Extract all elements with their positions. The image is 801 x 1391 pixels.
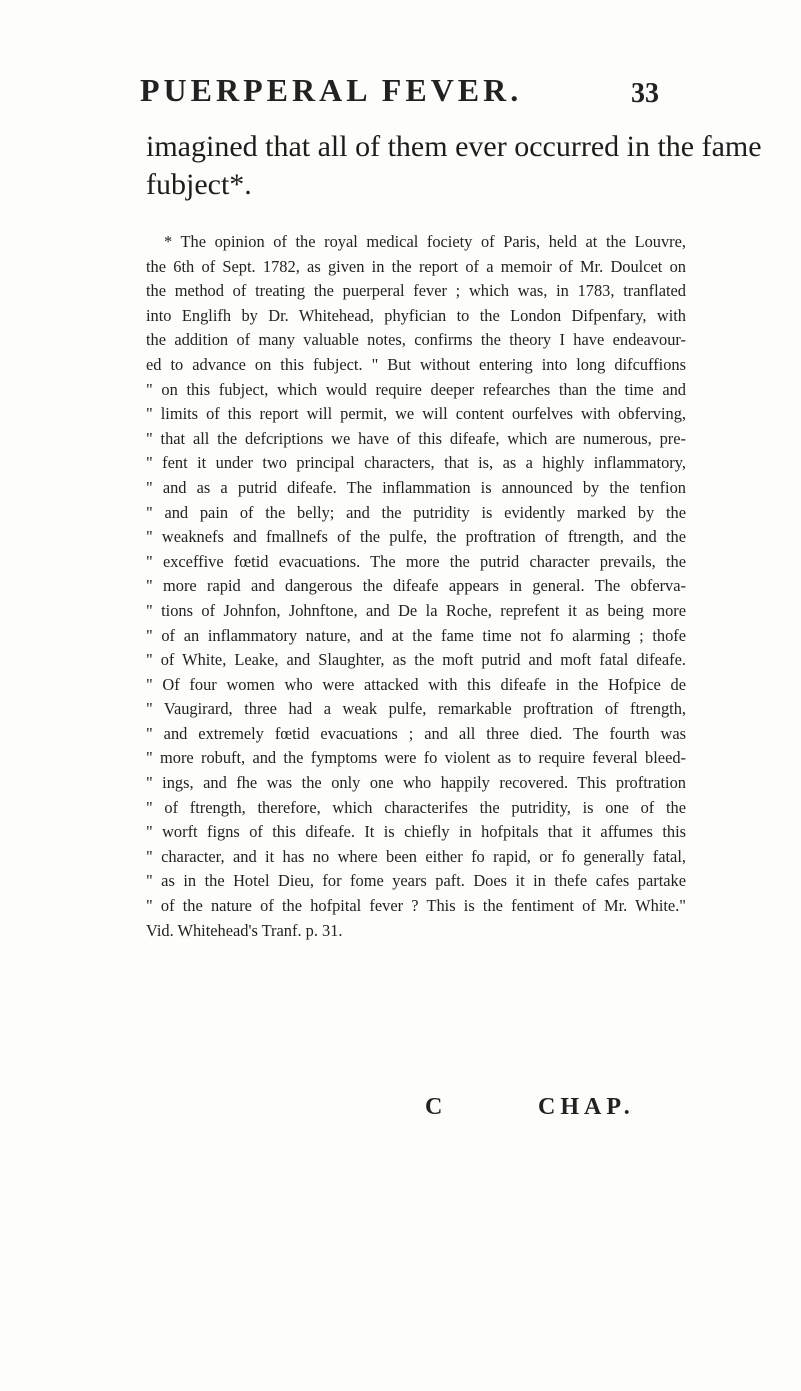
footnote-line: " of the nature of the hofpital fever ? This is the fentiment of Mr. White." [146,896,686,916]
footnote-line: " as in the Hotel Dieu, for fome years paft. Does it in thefe cafes partake [146,871,686,891]
footnote-line: " ings, and fhe was the only one who happily recovered. This proftration [146,773,686,793]
body-line: imagined that all of them ever occurred in the fame [146,130,762,163]
footnote-line: " more robuft, and the fymptoms were fo violent as to require feveral bleed- [146,748,686,768]
footnote-line: " weaknefs and fmallnefs of the pulfe, the proftration of ftrength, and the [146,527,686,547]
body-line: fubject*. [146,168,252,201]
footnote-line: " limits of this report will permit, we will content ourfelves with obferving, [146,404,686,424]
catchword: CHAP. [538,1094,635,1120]
footnote-line: " character, and it has no where been either fo rapid, or fo generally fatal, [146,846,686,866]
footnote-line: the method of treating the puerperal fever ; which was, in 1783, tranflated [146,281,686,301]
footnote-line: the 6th of Sept. 1782, as given in the report of a memoir of Mr. Doulcet on [146,256,686,276]
footnote-line: " tions of Johnfon, Johnftone, and De la Roche, reprefent it as being more [146,600,686,620]
footnote-line: " on this fubject, which would require deeper refearches than the time and [146,379,686,399]
footnote-line: " fent it under two principal characters, that is, as a highly inflammatory, [146,453,686,473]
footnote-line: " of ftrength, therefore, which characterifes the putridity, is one of the [146,797,686,817]
footnote-line: " that all the defcriptions we have of this difeafe, which are numerous, pre- [146,428,686,448]
footnote-line: ed to advance on this fubject. " But without entering into long difcuffions [146,354,686,374]
footnote-line: " of White, Leake, and Slaughter, as the moft putrid and moft fatal difeafe. [146,650,686,670]
footnote-line: " worft figns of this difeafe. It is chiefly in hofpitals that it affumes this [146,822,686,842]
footnote-line: the addition of many valuable notes, confirms the theory I have endeavour- [146,330,686,350]
footnote-line: " exceffive fœtid evacuations. The more the putrid character prevails, the [146,551,686,571]
footnote-line: * The opinion of the royal medical fociety of Paris, held at the Louvre, [164,232,686,251]
footnote-line: " of an inflammatory nature, and at the fame time not fo alarming ; thofe [146,625,686,645]
body-text [146,128,762,204]
footnote-line: " and pain of the belly; and the putridity is evidently marked by the [146,502,686,522]
footnote-line: into Englifh by Dr. Whitehead, phyfician to the London Difpenfary, with [146,305,686,325]
running-head: PUERPERAL FEVER. [140,72,523,108]
footnote-line: " Of four women who were attacked with this difeafe in the Hofpice de [146,674,686,694]
footnote [146,230,686,943]
signature-mark: C [425,1094,443,1120]
footnote-line: " more rapid and dangerous the difeafe appears in general. The obferva- [146,576,686,596]
footnote-line: " and as a putrid difeafe. The inflammation is announced by the tenfion [146,477,686,497]
footnote-line: Vid. Whitehead's Tranf. p. 31. [146,920,343,940]
footnote-line: " Vaugirard, three had a weak pulfe, remarkable proftration of ftrength, [146,699,686,719]
footnote-line: " and extremely fœtid evacuations ; and all three died. The fourth was [146,723,686,743]
page-number: 33 [631,78,659,109]
